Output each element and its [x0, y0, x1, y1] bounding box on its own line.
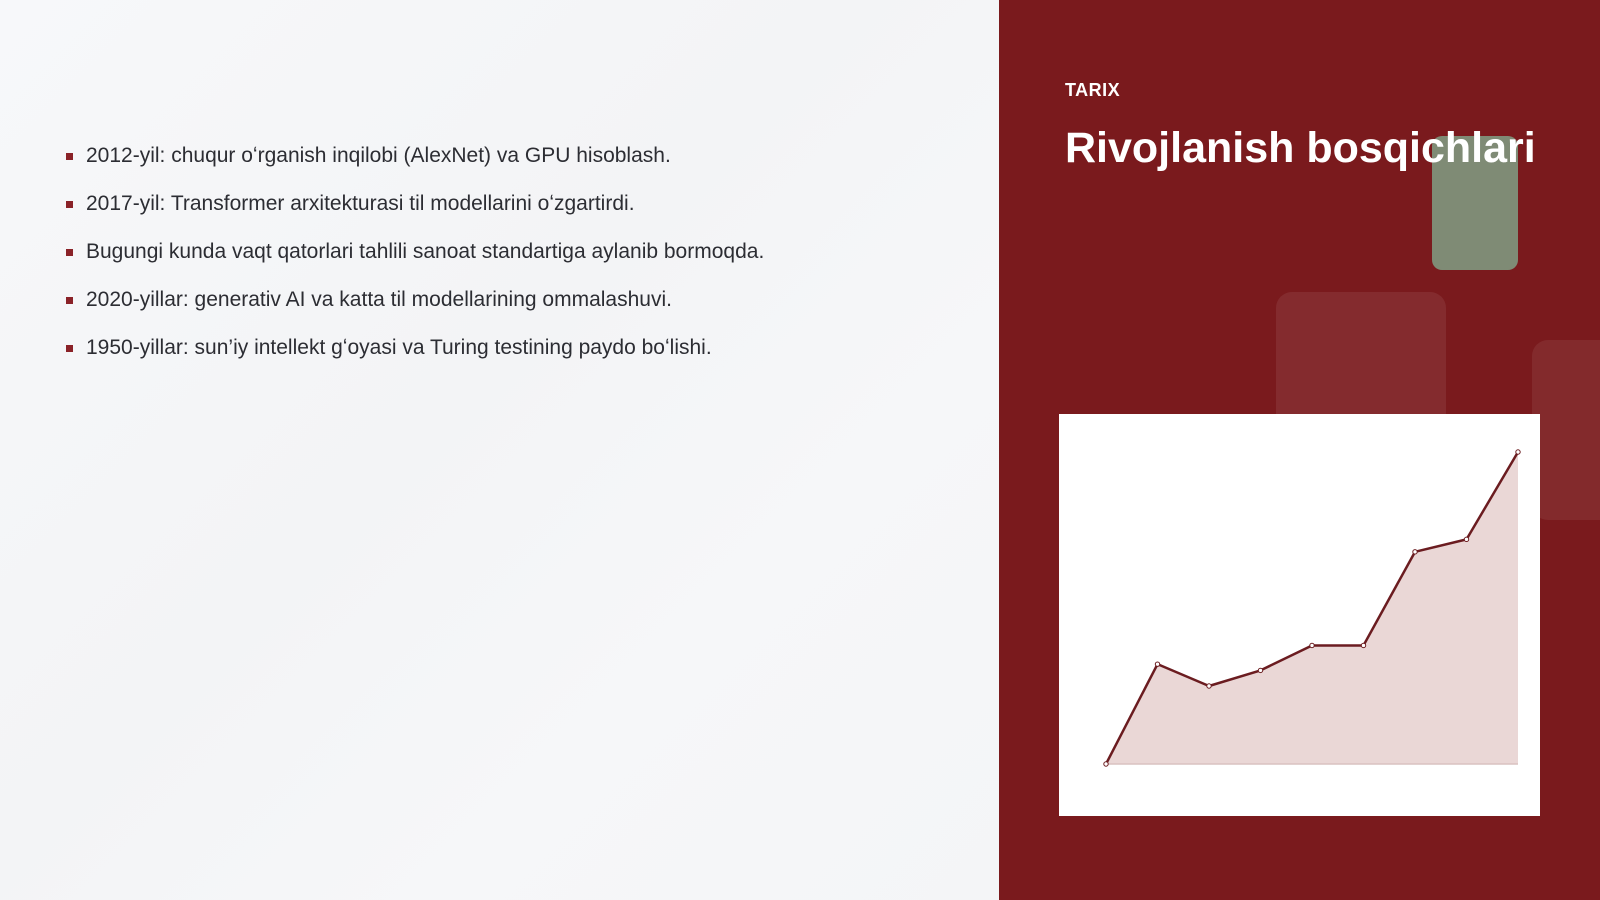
bullet-marker — [66, 249, 73, 256]
chart-point — [1207, 684, 1211, 688]
decorative-shape — [1532, 340, 1600, 520]
bullet-marker — [66, 345, 73, 352]
list-item — [66, 284, 966, 332]
list-item — [66, 188, 966, 236]
list-item-text: 2020-yillar: generativ AI va katta til modellarining ommalashuvi. — [86, 288, 672, 311]
chart-card — [1059, 414, 1540, 816]
section-kicker: TARIX — [1065, 80, 1121, 100]
chart-point — [1464, 537, 1468, 541]
chart-point — [1516, 450, 1520, 454]
bullet-marker — [66, 153, 73, 160]
list-item — [66, 236, 966, 284]
chart-point — [1104, 762, 1108, 766]
bullet-list — [66, 140, 966, 380]
list-item-text: Bugungi kunda vaqt qatorlari tahlili sanoat standartiga aylanib bormoqda. — [86, 240, 765, 263]
area-chart — [1059, 414, 1540, 816]
title-panel — [999, 0, 1600, 900]
chart-point — [1258, 668, 1262, 672]
bullet-marker — [66, 201, 73, 208]
chart-point — [1155, 662, 1159, 666]
bullet-marker — [66, 297, 73, 304]
list-item-text: 1950-yillar: sun’iy intellekt gʻoyasi va Turing testining paydo boʻlishi. — [86, 336, 712, 359]
list-item-text: 2017-yil: Transformer arxitekturasi til modellarini oʻzgartirdi. — [86, 192, 635, 215]
chart-point — [1310, 643, 1314, 647]
page-title: Rivojlanish bosqichlari — [1065, 124, 1536, 172]
list-item — [66, 140, 966, 188]
list-item — [66, 332, 966, 380]
chart-area-fill — [1106, 452, 1518, 764]
chart-point — [1361, 643, 1365, 647]
chart-point — [1413, 550, 1417, 554]
list-item-text: 2012-yil: chuqur oʻrganish inqilobi (AlexNet) va GPU hisoblash. — [86, 144, 671, 167]
